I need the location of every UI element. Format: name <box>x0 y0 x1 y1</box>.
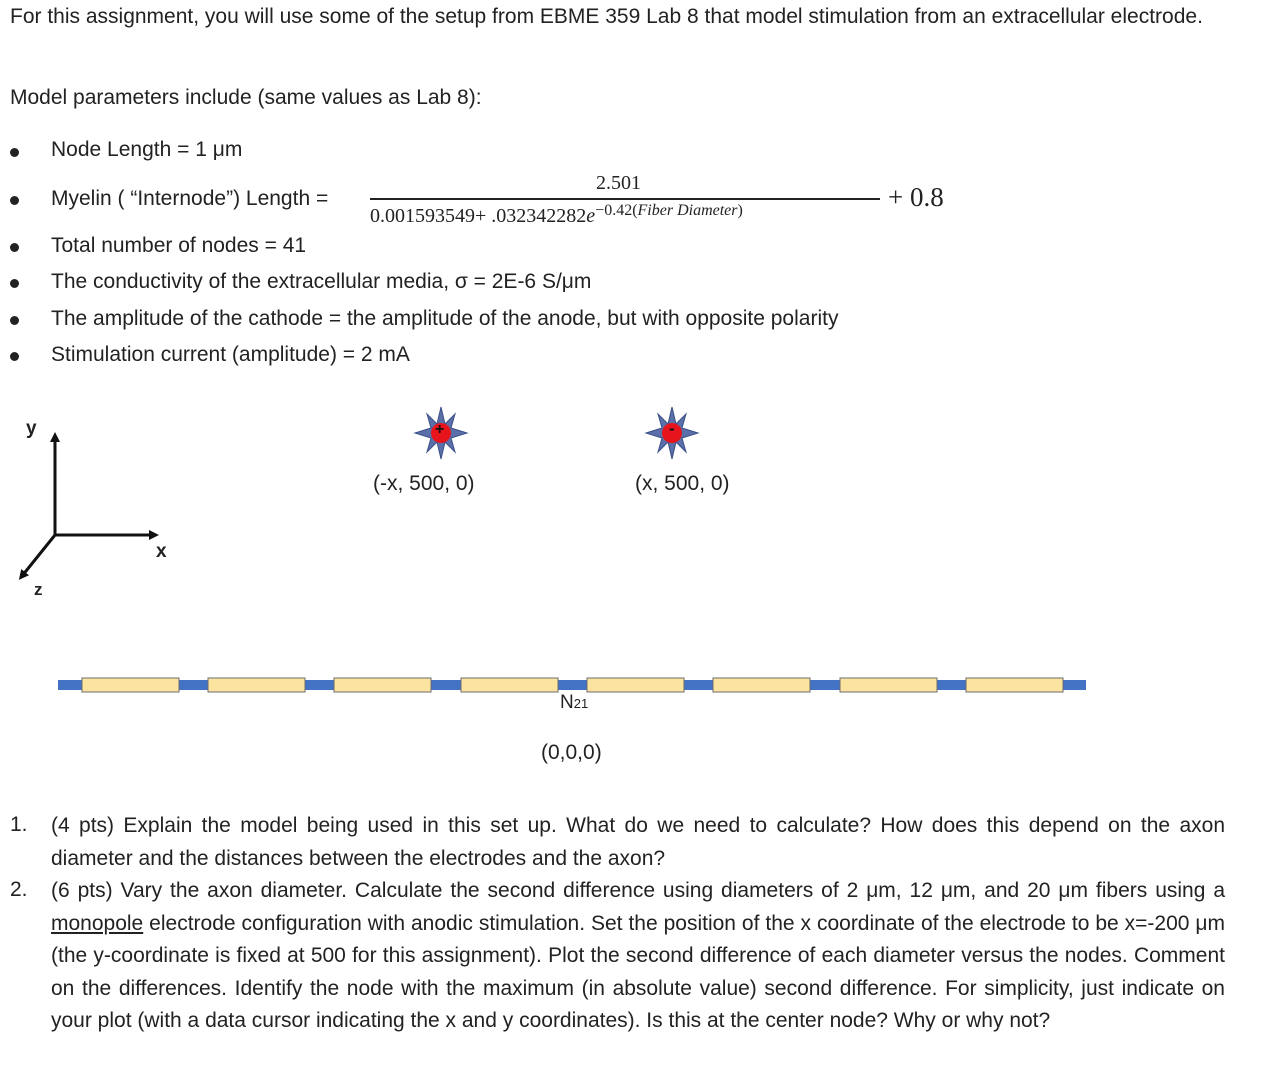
z-axis-arrow <box>22 535 55 576</box>
node-length-item: Node Length = 1 μm <box>51 138 243 161</box>
myelin-segment <box>966 678 1063 692</box>
myelin-segment <box>82 678 179 692</box>
question-1-number: 1. <box>10 813 28 836</box>
cathode-minus-sign: - <box>669 419 675 438</box>
exponent-close: ) <box>737 202 743 219</box>
z-axis-label: z <box>34 580 43 599</box>
total-nodes-item: Total number of nodes = 41 <box>51 234 307 257</box>
denominator-e: e <box>586 205 596 227</box>
node-label-letter: N <box>560 692 574 713</box>
denominator-base: 0.001593549+ .032342282 <box>370 205 587 227</box>
formula-plus-term: + 0.8 <box>888 182 944 212</box>
anode-coordinate: (-x, 500, 0) <box>373 472 475 495</box>
cathode-coordinate: (x, 500, 0) <box>635 472 730 495</box>
y-axis-label: y <box>26 418 37 439</box>
x-axis-label: x <box>156 541 167 562</box>
myelin-length-item: Myelin ( “Internode”) Length = <box>51 187 329 210</box>
myelin-segment <box>334 678 431 692</box>
stim-current-item: Stimulation current (amplitude) = 2 mA <box>51 343 410 366</box>
question-2-part-a: (6 pts) Vary the axon diameter. Calculate the second difference using diameters of 2 μm, 12 μm, and 20 μm fibers using a <box>51 879 1225 902</box>
params-heading: Model parameters include (same values as Lab 8): <box>10 86 482 109</box>
question-2-part-b: electrode configuration with anodic stimulation. Set the position of the x coordinate of the electrode to be x=-200 μm (the y-coordinate is fixed at 500 for this assignment). Plot the second difference of each diameter versus the nodes. Comment on the differences. Identify the node with the maximum (in absolute value) second difference. For simplicity, just indicate on your plot (with a data cursor indicating the x and y coordinates). Is this at the center node? Why or why not? <box>51 911 1225 1032</box>
question-2-number: 2. <box>10 878 28 901</box>
myelin-segment <box>713 678 810 692</box>
conductivity-item: The conductivity of the extracellular media, σ = 2E-6 S/μm <box>51 270 592 293</box>
question-1-text: (4 pts) Explain the model being used in this set up. What do we need to calculate? How does this depend on the axon diameter and the distances between the electrodes and the axon? <box>51 814 1225 870</box>
question-2-text <box>51 875 1225 1038</box>
exponent-prefix: −0.42( <box>595 202 638 219</box>
intro-paragraph: For this assignment, you will use some of the setup from EBME 359 Lab 8 that model stimulation from an extracellular electrode. <box>10 5 1203 28</box>
center-node-label <box>560 692 588 714</box>
origin-coordinate: (0,0,0) <box>541 741 602 764</box>
exponent-variable: Fiber Diameter <box>637 202 738 219</box>
amplitude-item: The amplitude of the cathode = the amplitude of the anode, but with opposite polarity <box>51 307 839 330</box>
node-label-subscript: 21 <box>573 696 589 711</box>
myelin-segment <box>840 678 937 692</box>
formula-numerator: 2.501 <box>596 172 641 194</box>
monopole-term: monopole <box>51 911 144 935</box>
myelin-segment <box>208 678 305 692</box>
myelin-segment <box>461 678 558 692</box>
anode-plus-sign: + <box>435 421 445 438</box>
myelin-segment <box>587 678 684 692</box>
